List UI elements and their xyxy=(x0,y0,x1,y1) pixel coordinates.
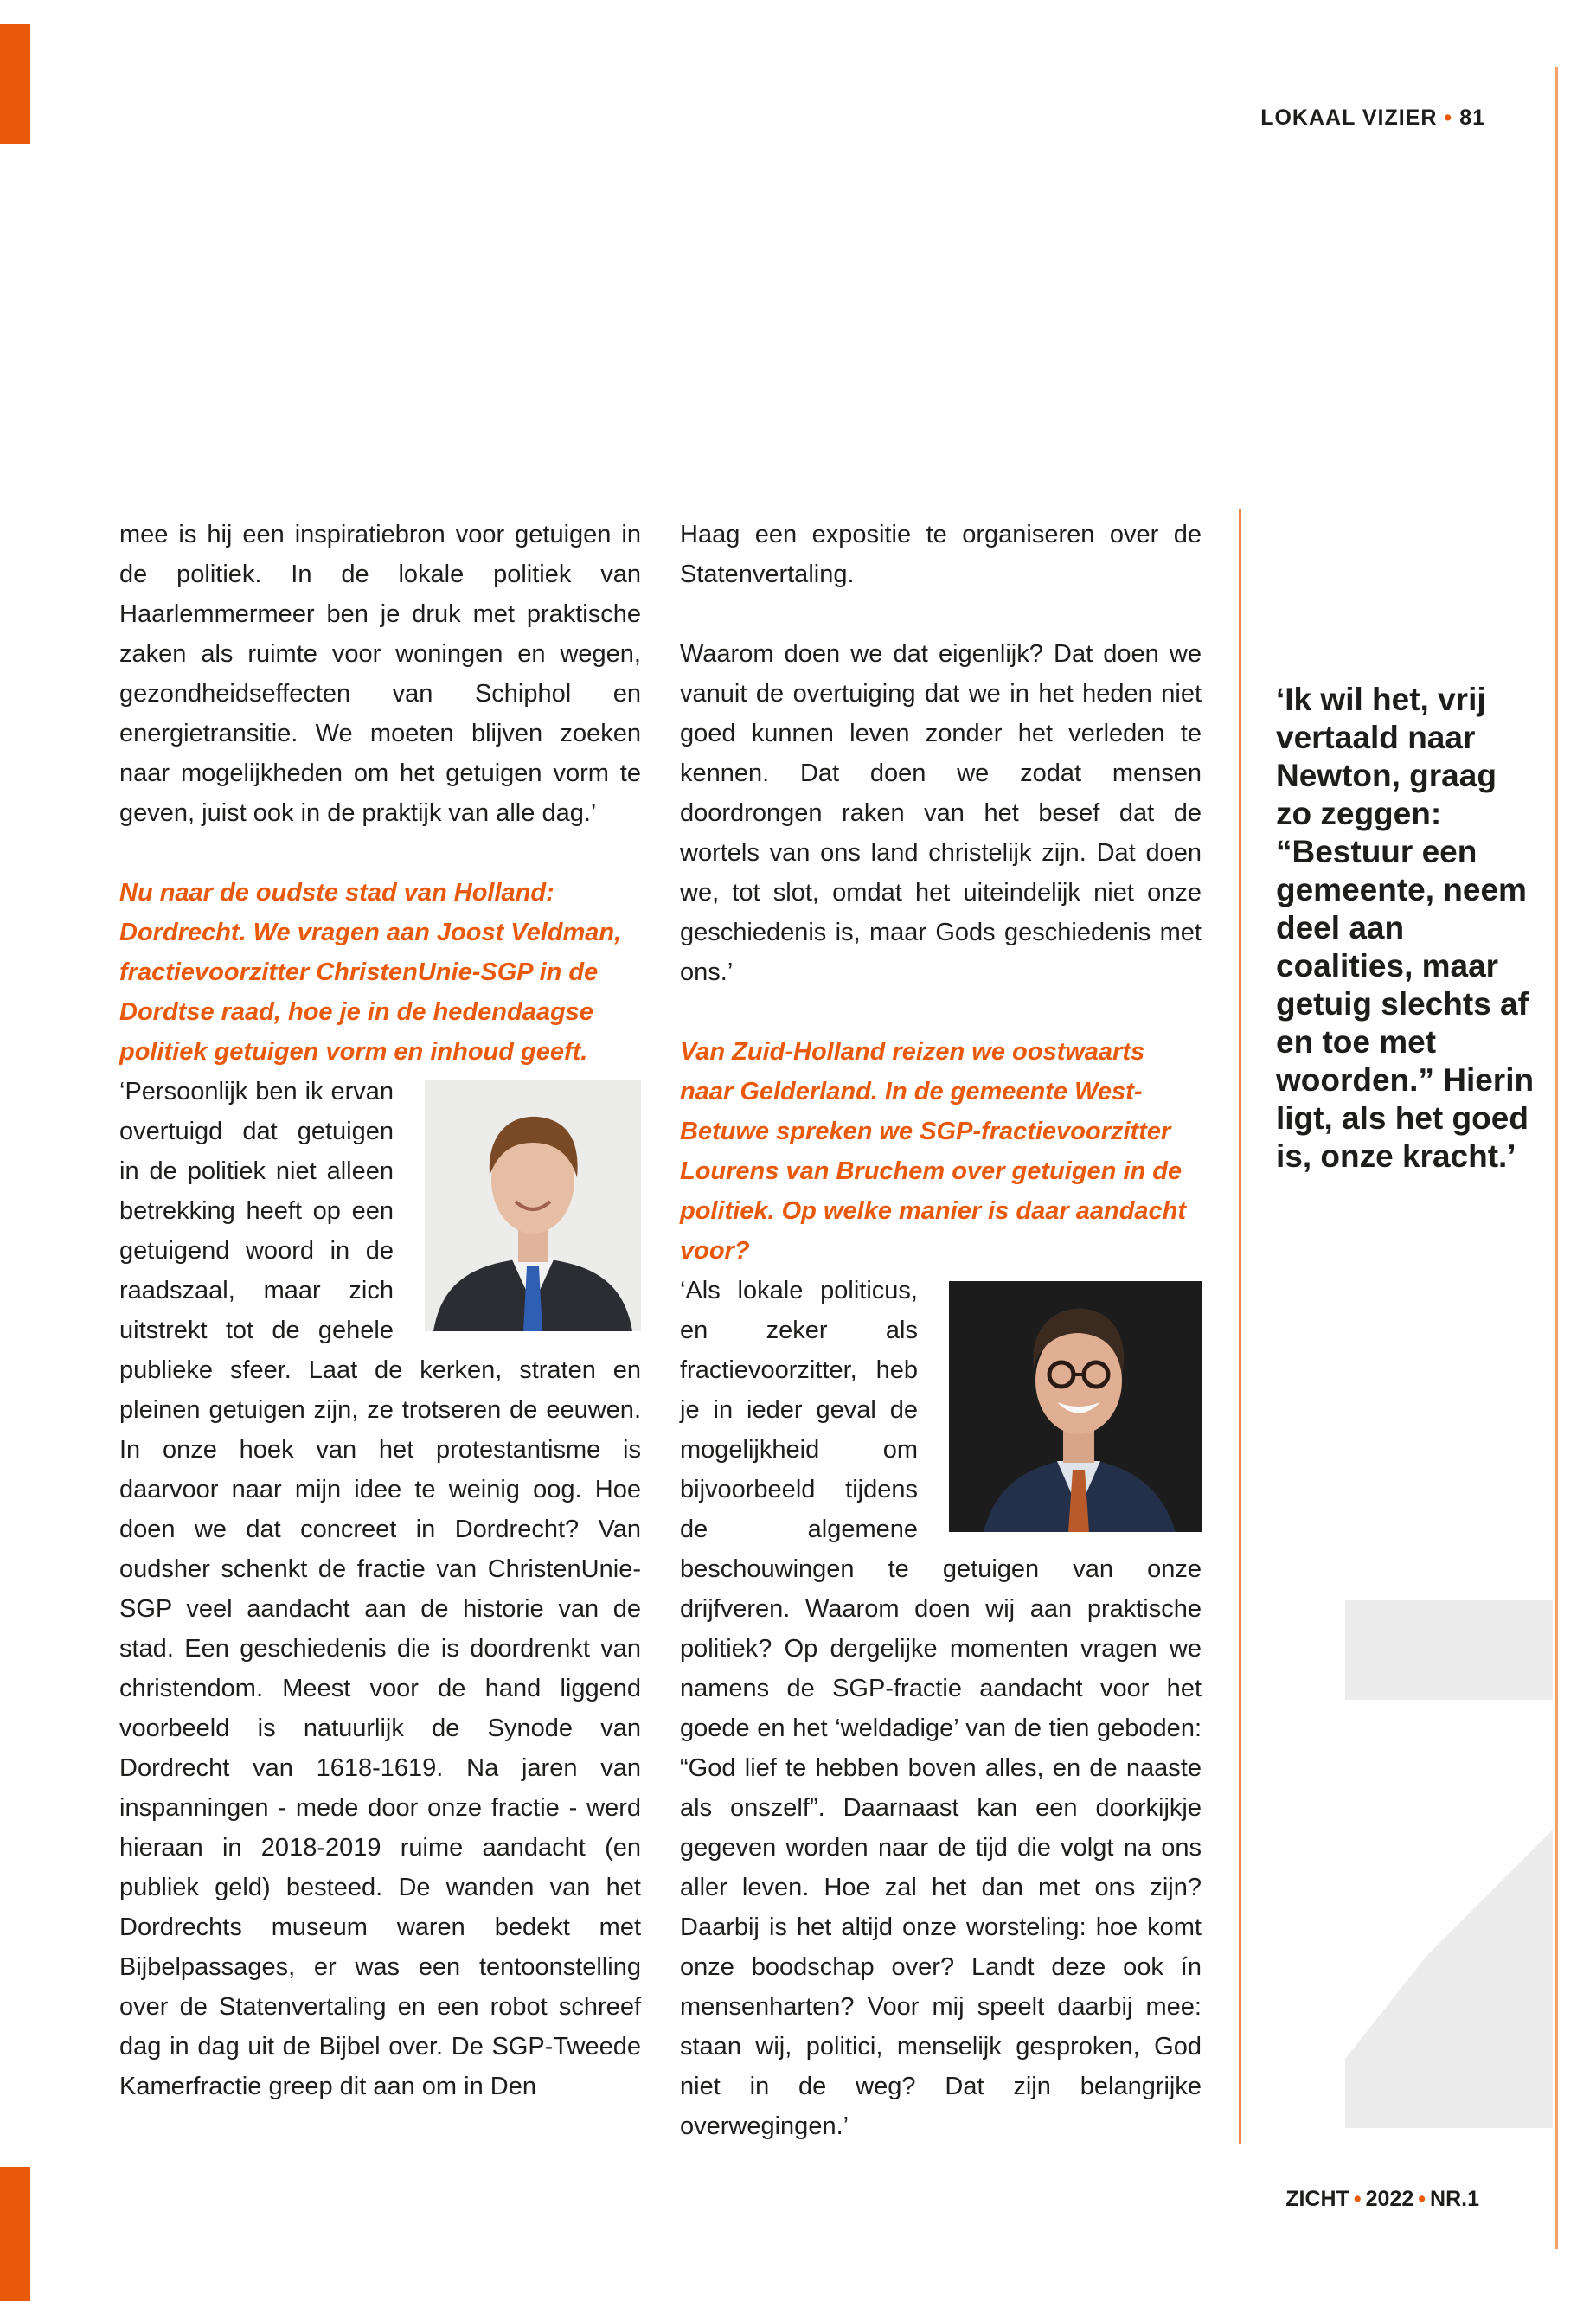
paragraph: ‘Als lokale politicus, en zeker als fractievoorzitter, heb je in ieder geval de mogelijkheid om bijvoorbeeld tijdens de algemene beschouwingen te getuigen van onze drijfveren. Waarom doen wij aan praktische politiek? Op dergelijke momenten vragen we namens de SGP-fractie aandacht voor het goede en het ‘weldadige’ van de tien geboden: “God lief te hebben boven alles, en de naaste als onszelf”. Daarnaast kan een doorkijkje gegeven worden naar de tijd die volgt na ons aller leven. Hoe zal het dan met ons zijn? Daarbij is het altijd onze worsteling: hoe komt onze boodschap over? Landt deze ook ín mensenharten? Voor mij speelt daarbij mee: staan wij, politici, menselijk gesproken, God niet in de weg? Dat zijn belangrijke overwegingen.’ xyxy=(680,1277,1202,2140)
issue-number: NR.1 xyxy=(1430,2187,1479,2211)
article-column-left xyxy=(119,515,641,2106)
issue-year: 2022 xyxy=(1365,2187,1414,2211)
decorative-z-watermark xyxy=(1345,1600,1553,2128)
accent-bar-top xyxy=(0,24,30,144)
column-divider xyxy=(1239,509,1241,2144)
paragraph: Haag een expositie te organiseren over de Statenvertaling. xyxy=(680,521,1202,588)
accent-bar-bottom xyxy=(0,2167,30,2301)
interview-question: Van Zuid-Holland reizen we oostwaarts naar Gelderland. In de gemeente West-Betuwe spreken we SGP-fractievoorzitter Lourens van Bruchem over getuigen in de politiek. Op welke manier is daar aandacht voor? xyxy=(680,1038,1187,1265)
portrait-lourens-van-bruchem xyxy=(949,1281,1202,1532)
article-column-middle xyxy=(680,515,1202,2146)
interview-question: Nu naar de oudste stad van Holland: Dordrecht. We vragen aan Joost Veldman, fractievoorzitter ChristenUnie-SGP in de Dordtse raad, hoe je in de hedendaagse politiek getuigen vorm en inhoud geeft. xyxy=(119,879,622,1066)
paragraph: ‘Persoonlijk ben ik ervan overtuigd dat getuigen in de politiek niet alleen betrekking heeft op een getuigend woord in de raadszaal, maar zich uitstrekt tot de gehele publieke sfeer. Laat de kerken, straten en pleinen getuigen zijn, ze trotseren de eeuwen. In onze hoek van het protestantisme is daarvoor naar mijn idee te weinig oog. Hoe doen we dat concreet in Dordrecht? Van oudsher schenkt de fractie van ChristenUnie-SGP veel aandacht aan de historie van de stad. Een geschiedenis die is doordrenkt van christendom. Meest voor de hand liggend voorbeeld is natuurlijk de Synode van Dordrecht van 1618-1619. Na jaren van inspanningen - mede door onze fractie - werd hieraan in 2018-2019 ruime aandacht (en publiek geld) besteed. De wanden van het Dordrechts museum waren bedekt met Bijbelpassages, er was een tentoonstelling over de Statenvertaling en een robot schreef dag in dag uit de Bijbel over. De SGP-Tweede Kamerfractie greep dit aan om in Den xyxy=(119,1078,641,2100)
running-footer xyxy=(1285,2187,1479,2212)
page-number: 81 xyxy=(1459,106,1485,130)
pull-quote: ‘Ik wil het, vrij vertaald naar Newton, graag zo zeggen: “Bestuur een gemeente, neem deel aan coalities, maar getuig slechts af en toe met woorden.” Hierin ligt, als het goed is, onze kracht.’ xyxy=(1276,682,1535,1174)
paragraph: Waarom doen we dat eigenlijk? Dat doen we vanuit de overtuiging dat we in het heden niet goed kunnen leven zonder het verleden te kennen. Dat doen we zodat mensen doordrongen raken van het besef dat de wortels van ons land christelijk zijn. Dat doen we, tot slot, omdat het uiteindelijk niet onze geschiedenis is, maar Gods geschiedenis met ons.’ xyxy=(680,640,1202,986)
magazine-name: ZICHT xyxy=(1285,2187,1349,2211)
publication-section: LOKAAL VIZIER xyxy=(1260,106,1438,130)
portrait-joost-veldman xyxy=(425,1080,641,1331)
page-edge-rule xyxy=(1555,67,1558,2249)
separator-dot: • xyxy=(1353,2187,1362,2211)
paragraph: mee is hij een inspiratiebron voor getuigen in de politiek. In de lokale politiek van Haarlemmermeer ben je druk met praktische zaken als ruimte voor woningen en wegen, gezondheidseffecten van Schiphol en energietransitie. We moeten blijven zoeken naar mogelijkheden om het getuigen vorm te geven, juist ook in de praktijk van alle dag.’ xyxy=(119,521,641,827)
running-header xyxy=(1260,106,1485,131)
separator-dot: • xyxy=(1444,106,1453,130)
separator-dot: • xyxy=(1418,2187,1426,2211)
